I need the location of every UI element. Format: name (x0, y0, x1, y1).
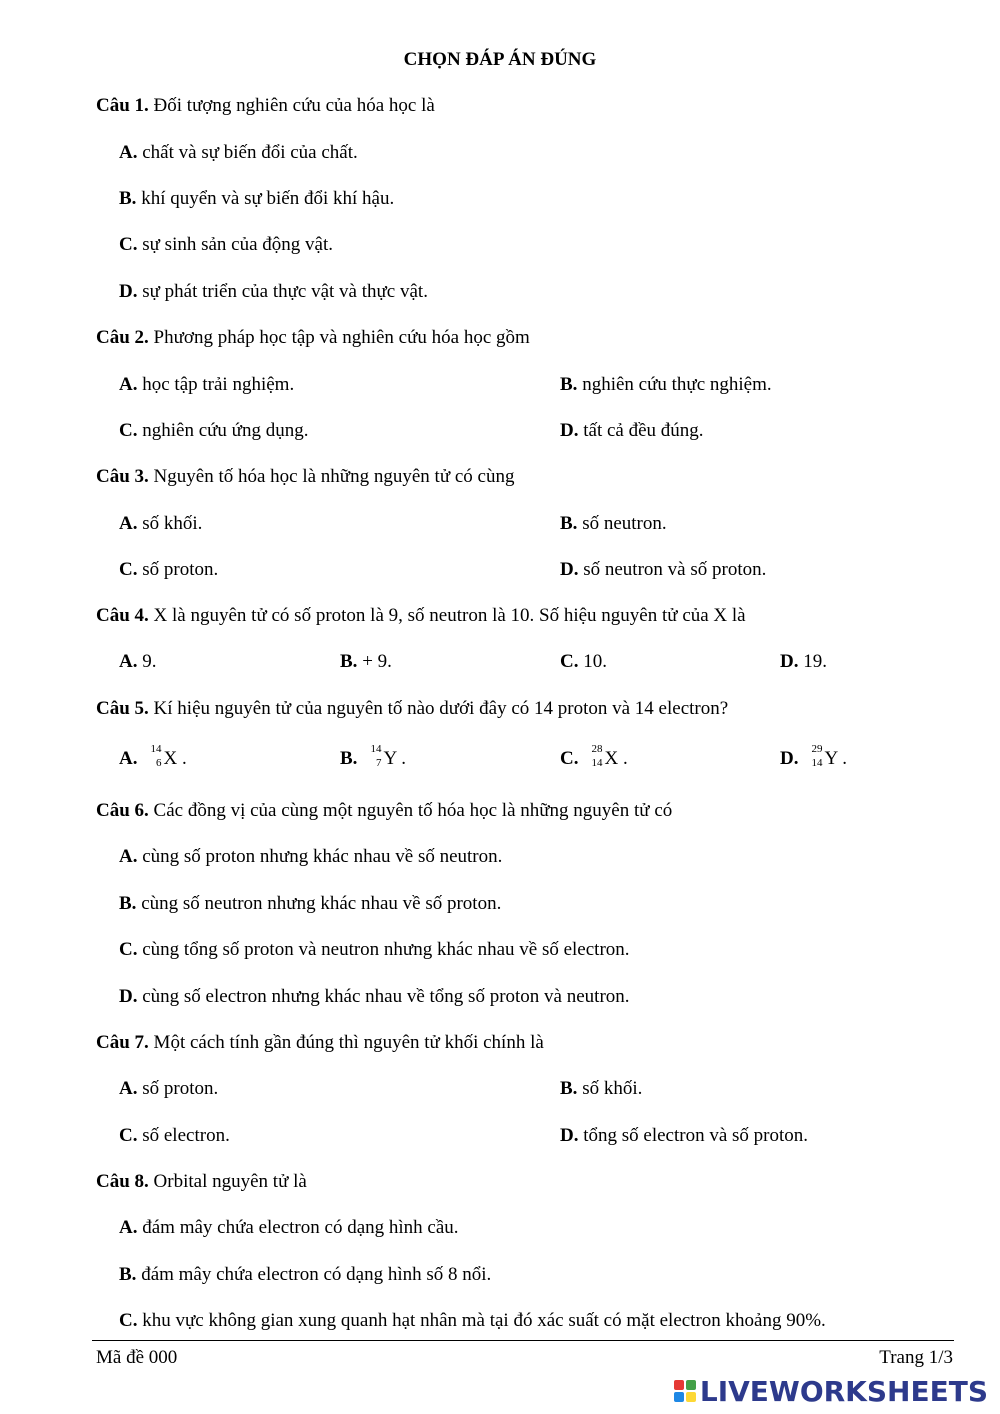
option-text: khu vực không gian xung quanh hạt nhân mà tại đó xác suất có mặt electron khoảng 90%. (137, 1310, 826, 1331)
option-text: số neutron. (577, 513, 667, 534)
option-letter: A. (119, 1078, 138, 1099)
element-symbol: Y (824, 748, 838, 769)
option (119, 1076, 218, 1102)
question-2 (96, 325, 530, 351)
page-title: CHỌN ĐÁP ÁN ĐÚNG (403, 49, 597, 70)
option (560, 418, 704, 444)
nuclide-notation (357, 743, 383, 772)
option-end: . (837, 748, 848, 769)
option (119, 1215, 459, 1241)
option-letter: B. (560, 374, 578, 395)
element-symbol: X (163, 748, 178, 769)
option (119, 372, 294, 398)
option (119, 140, 358, 166)
option (780, 649, 827, 675)
option (119, 984, 630, 1010)
footer-divider (92, 1340, 954, 1341)
option-text: số proton. (137, 1078, 219, 1099)
mass-number: 29 (811, 743, 823, 755)
option (119, 511, 202, 537)
option-text: nghiên cứu thực nghiệm. (577, 374, 772, 395)
option-text: số neutron và số proton. (578, 559, 767, 580)
option-letter: D. (119, 986, 138, 1007)
option-text: 19. (798, 651, 827, 672)
option (560, 372, 772, 398)
nuclide-notation (578, 743, 604, 772)
question-text: Đối tượng nghiên cứu của hóa học là (148, 95, 435, 116)
option-text: học tập trải nghiệm. (137, 374, 295, 395)
question-text: Nguyên tố hóa học là những nguyên tử có cùng (148, 466, 515, 487)
option-text: + 9. (357, 651, 392, 672)
option-letter: B. (119, 1264, 137, 1285)
nuclide-notation (137, 743, 163, 772)
question-8 (96, 1169, 307, 1195)
option-text: cùng số proton nhưng khác nhau về số neutron. (137, 846, 503, 867)
option (560, 1076, 642, 1102)
mass-number: 14 (370, 743, 382, 755)
option (340, 649, 392, 675)
question-label: Câu 8. (96, 1171, 149, 1192)
option-letter: C. (119, 1125, 138, 1146)
option-text: nghiên cứu ứng dụng. (137, 420, 309, 441)
option (119, 743, 187, 772)
question-6 (96, 798, 672, 824)
option-letter: A. (119, 513, 138, 534)
option-text: số electron. (137, 1125, 230, 1146)
question-text: X là nguyên tử có số proton là 9, số neutron là 10. Số hiệu nguyên tử của X là (148, 605, 746, 626)
atomic-number: 14 (811, 757, 823, 769)
option-letter: B. (560, 513, 578, 534)
option-letter: D. (780, 651, 799, 672)
option-letter: C. (560, 651, 579, 672)
option (119, 418, 308, 444)
option-text: cùng số electron nhưng khác nhau về tổng số proton và neutron. (137, 986, 630, 1007)
nuclide-notation (798, 743, 824, 772)
question-label: Câu 7. (96, 1032, 149, 1053)
option-letter: B. (340, 651, 358, 672)
option-letter: C. (119, 939, 138, 960)
question-label: Câu 5. (96, 698, 149, 719)
question-text: Orbital nguyên tử là (148, 1171, 307, 1192)
liveworksheets-logo-icon (674, 1380, 696, 1402)
option-end: . (396, 748, 406, 769)
option-text: sự phát triển của thực vật và thực vật. (137, 281, 428, 302)
question-label: Câu 3. (96, 466, 149, 487)
option-text: tất cả đều đúng. (578, 420, 704, 441)
option (119, 891, 501, 917)
logo-square (674, 1392, 684, 1402)
option (119, 844, 502, 870)
option-letter: B. (560, 1078, 578, 1099)
option-text: khí quyển và sự biến đổi khí hậu. (136, 188, 395, 209)
option-letter: C. (119, 1310, 138, 1331)
question-text: Phương pháp học tập và nghiên cứu hóa học gồm (148, 327, 530, 348)
option (340, 743, 406, 772)
option-letter: B. (340, 748, 358, 769)
option-letter: A. (119, 142, 138, 163)
option (119, 1262, 491, 1288)
option (119, 937, 630, 963)
option (119, 1123, 230, 1149)
question-label: Câu 4. (96, 605, 149, 626)
option-text: sự sinh sản của động vật. (137, 234, 334, 255)
mass-number: 14 (150, 743, 162, 755)
option-letter: C. (560, 748, 579, 769)
option (560, 1123, 808, 1149)
option-text: 9. (137, 651, 157, 672)
option (119, 186, 394, 212)
option-text: cùng tổng số proton và neutron nhưng khác nhau về số electron. (137, 939, 630, 960)
question-7 (96, 1030, 544, 1056)
question-text: Kí hiệu nguyên tử của nguyên tố nào dưới đây có 14 proton và 14 electron? (148, 698, 729, 719)
option-end: . (618, 748, 628, 769)
option-letter: B. (119, 893, 137, 914)
option (560, 557, 766, 583)
logo-square (686, 1380, 696, 1390)
logo-text: LIVEWORKSHEETS (699, 1374, 988, 1408)
option (119, 649, 156, 675)
option-letter: D. (560, 1125, 579, 1146)
option (119, 232, 333, 258)
question-text: Một cách tính gần đúng thì nguyên tử khối chính là (148, 1032, 544, 1053)
option (780, 743, 848, 772)
logo-square (674, 1380, 684, 1390)
question-text: Các đồng vị của cùng một nguyên tố hóa học là những nguyên tử có (148, 800, 673, 821)
option-text: tổng số electron và số proton. (578, 1125, 809, 1146)
atomic-number: 6 (155, 757, 162, 769)
option-text: đám mây chứa electron có dạng hình cầu. (137, 1217, 459, 1238)
option-letter: C. (119, 234, 138, 255)
option-letter: A. (119, 374, 138, 395)
option-letter: B. (119, 188, 137, 209)
option-text: số proton. (137, 559, 219, 580)
option-letter: D. (780, 748, 799, 769)
option-text: 10. (578, 651, 607, 672)
option-letter: D. (119, 281, 138, 302)
option-text: đám mây chứa electron có dạng hình số 8 nổi. (136, 1264, 492, 1285)
liveworksheets-logo (674, 1374, 988, 1408)
atomic-number: 14 (591, 757, 603, 769)
option-letter: A. (119, 1217, 138, 1238)
question-label: Câu 6. (96, 800, 149, 821)
option-letter: A. (119, 748, 138, 769)
option (560, 511, 667, 537)
question-5 (96, 696, 728, 722)
atomic-number: 7 (375, 757, 382, 769)
option (119, 557, 218, 583)
mass-number: 28 (591, 743, 603, 755)
question-4 (96, 603, 746, 629)
option-end: . (177, 748, 187, 769)
question-1 (96, 93, 435, 119)
option (119, 279, 428, 305)
element-symbol: Y (383, 748, 397, 769)
option (560, 743, 628, 772)
option-text: số khối. (577, 1078, 643, 1099)
option-letter: A. (119, 846, 138, 867)
question-label: Câu 2. (96, 327, 149, 348)
question-label: Câu 1. (96, 95, 149, 116)
option (560, 649, 607, 675)
exam-code: Mã đề 000 (96, 1347, 178, 1368)
option (119, 1308, 826, 1334)
logo-square (686, 1392, 696, 1402)
page-number: Trang 1/3 (879, 1347, 953, 1368)
option-letter: D. (560, 559, 579, 580)
option-letter: A. (119, 651, 138, 672)
option-text: chất và sự biến đổi của chất. (137, 142, 358, 163)
option-letter: D. (560, 420, 579, 441)
option-letter: C. (119, 420, 138, 441)
question-3 (96, 464, 514, 490)
element-symbol: X (604, 748, 619, 769)
option-letter: C. (119, 559, 138, 580)
option-text: cùng số neutron nhưng khác nhau về số proton. (136, 893, 502, 914)
option-text: số khối. (137, 513, 203, 534)
